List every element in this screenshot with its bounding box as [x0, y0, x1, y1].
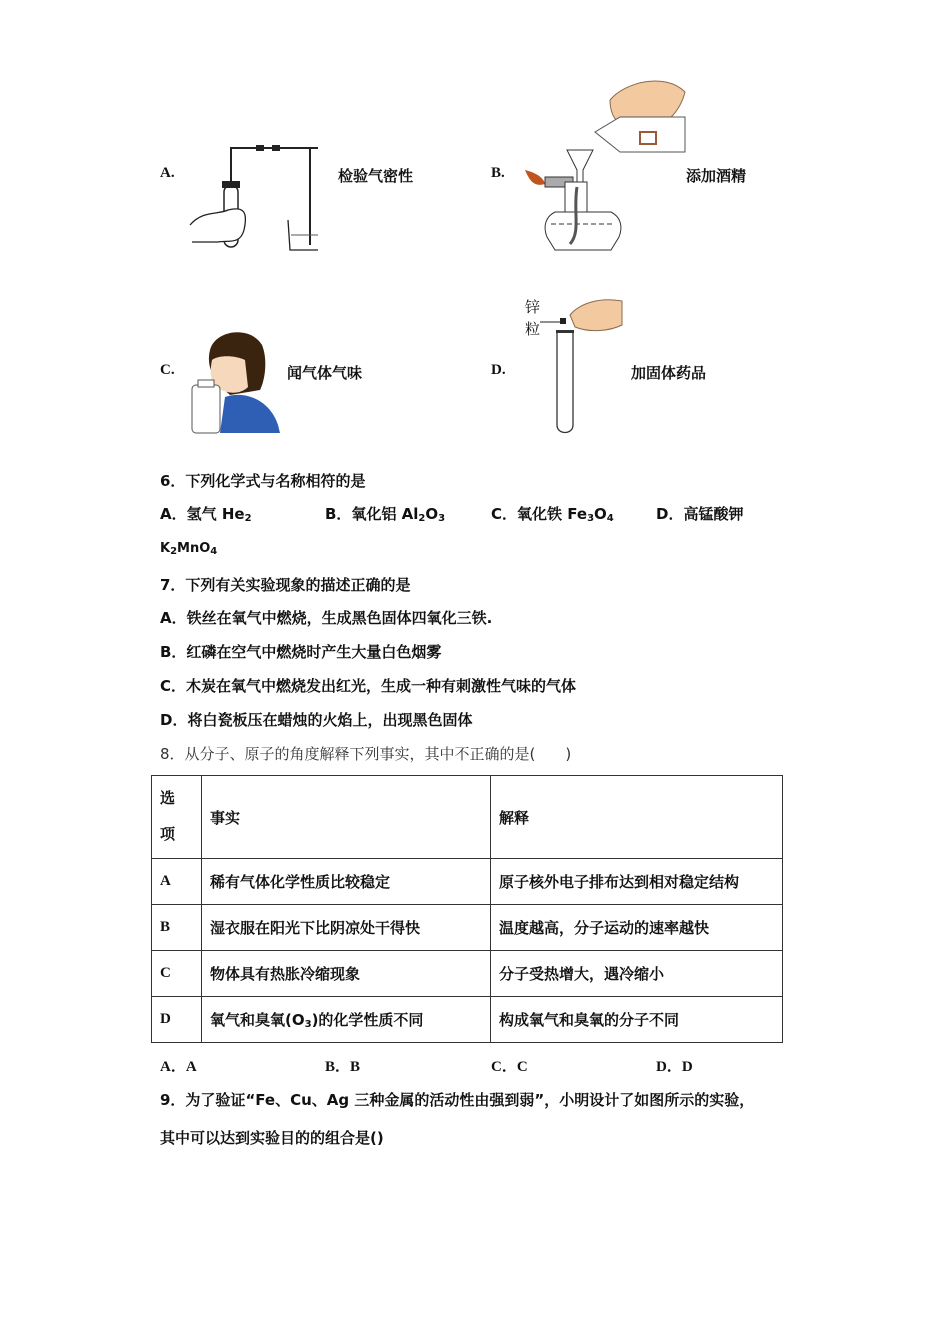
q8-answer-b[interactable]: B．B	[325, 1059, 361, 1075]
q6-option-a-label: A．	[160, 505, 187, 523]
q5-option-b-caption: 添加酒精	[686, 167, 747, 185]
q5-option-b-label: B.	[491, 165, 505, 181]
q6-option-d-formula: $K_2MnO_4$	[160, 541, 218, 557]
q6-option-b[interactable]: B．氧化铝 $Al_2O_3$	[325, 505, 446, 524]
q7-option-d[interactable]: D．将白瓷板压在蜡烛的火焰上，出现黑色固体	[160, 711, 473, 729]
q7-option-a[interactable]: A．铁丝在氧气中燃烧，生成黑色固体四氧化三铁.	[160, 609, 493, 627]
adding-zinc-granule-figure	[540, 295, 625, 440]
q5-option-a-label: A.	[160, 165, 175, 181]
q8-table	[151, 775, 783, 1043]
q8-stem: 8．从分子、原子的角度解释下列事实，其中不正确的是( )	[160, 745, 572, 763]
q5-option-c-label: C.	[160, 362, 175, 378]
header-fact: 事实	[202, 776, 491, 859]
zinc-granule-label: 锌粒	[525, 298, 541, 338]
q8-answer-d[interactable]: D．D	[656, 1059, 693, 1075]
table-row: C 物体具有热胀冷缩现象 分子受热增大，遇冷缩小	[152, 951, 783, 997]
q5-option-d-caption: 加固体药品	[631, 364, 707, 382]
table-row: B 湿衣服在阳光下比阴凉处干得快 温度越高，分子运动的速率越快	[152, 905, 783, 951]
q9-stem-line1: 9．为了验证“Fe、Cu、Ag 三种金属的活动性由强到弱”，小明设计了如图所示的实验，	[160, 1091, 755, 1109]
q7-option-c[interactable]: C．木炭在氧气中燃烧发出红光，生成一种有刺激性气味的气体	[160, 677, 577, 695]
q5-option-a-caption: 检验气密性	[338, 167, 414, 185]
q6-option-c[interactable]: C．氧化铁 $Fe_3O_4$	[491, 505, 614, 524]
test-tube-airtightness-figure	[188, 140, 318, 255]
smelling-gas-figure	[190, 325, 285, 437]
alcohol-lamp-refill-figure	[515, 72, 690, 262]
q9-stem-line2: 其中可以达到实验目的的组合是()	[160, 1129, 384, 1147]
q8-answer-a[interactable]: A．A	[160, 1059, 197, 1075]
q5-option-d-label: D.	[491, 362, 506, 378]
header-option: 选 项	[152, 776, 202, 859]
q8-answer-c[interactable]: C．C	[491, 1059, 528, 1075]
q7-option-b[interactable]: B．红磷在空气中燃烧时产生大量白色烟雾	[160, 643, 442, 661]
table-row: A 稀有气体化学性质比较稳定 原子核外电子排布达到相对稳定结构	[152, 859, 783, 905]
q6-option-a[interactable]: A．氢气 $He_2$	[160, 505, 252, 524]
table-header-row	[152, 776, 783, 859]
q5-option-c-caption: 闻气体气味	[287, 364, 363, 382]
q6-option-d[interactable]: D．高锰酸钾	[656, 505, 744, 523]
table-row: D 氧气和臭氧$(O_3)$的化学性质不同 构成氧气和臭氧的分子不同	[152, 997, 783, 1043]
q7-stem: 7．下列有关实验现象的描述正确的是	[160, 576, 411, 594]
header-explanation: 解释	[491, 776, 783, 859]
q6-stem: 6．下列化学式与名称相符的是	[160, 472, 366, 490]
